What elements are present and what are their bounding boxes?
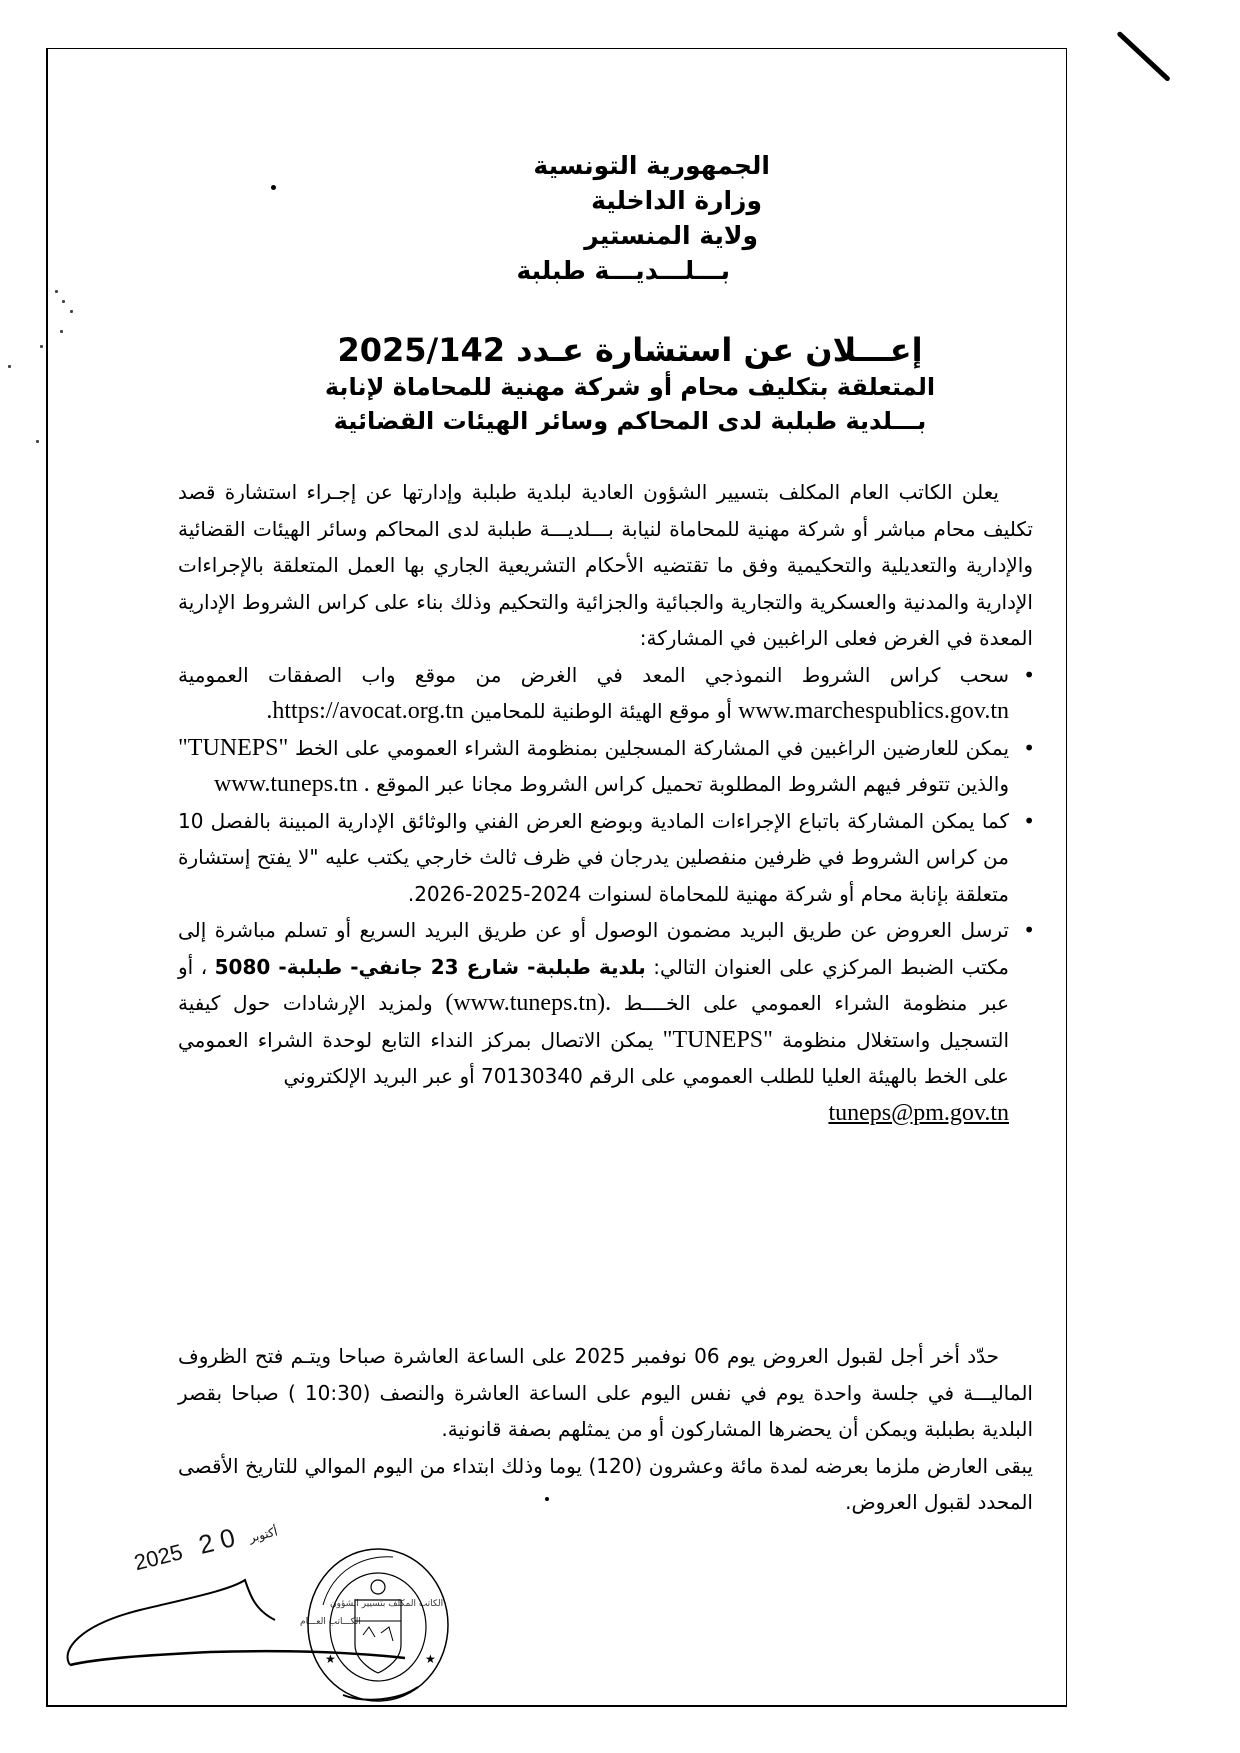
announcement-body <box>178 474 1033 1131</box>
letterhead-republic: الجمهورية التونسية <box>533 151 770 180</box>
bullet-3-text: كما يمكن المشاركة باتباع الإجراءات المادية وبوضع العرض الفني والوثائق الإدارية المبينة بالفصل 10 من كراس الشروط في ظرفين منفصلين يدرجان في ظرف ثالث خارجي يكتب عليه "لا يفتح إستشارة متعلقة بإنابة محام أو شركة مهنية للمحاماة لسنوات 2024-2025-2026. <box>178 808 1009 906</box>
signature-line-2: الكـــاتب العـــام <box>300 1617 361 1627</box>
title-sub-1: المتعلقة بتكليف محام أو شركة مهنية للمحاماة لإنابة <box>324 373 936 401</box>
bullet-4-text-d: يمكن الاتصال بمركز النداء التابع لوحدة الشراء العمومي على الخط بالهيئة العليا للطلب العمومي على الرقم 70130340 أو عبر البريد الإلكتروني <box>178 1027 1009 1088</box>
validity-paragraph: يبقى العارض ملزما بعرضه لمدة مائة وعشرون (120) يوما وذلك ابتداء من اليوم الموالي للتاريخ الأقصى المحدد لقبول العروض. <box>178 1453 1033 1514</box>
stamp-year: 2025 <box>131 1539 186 1576</box>
bullet-1-text-a: سحب كراس الشروط النموذجي المعد في الغرض من موقع واب الصفقات العمومية <box>178 662 1009 687</box>
bullet-1-text-b: أو موقع الهيئة الوطنية للمحامين <box>470 699 732 723</box>
tuneps-email-link[interactable]: tuneps@pm.gov.tn <box>828 1099 1009 1126</box>
tuneps-brand: "TUNEPS" <box>178 734 289 761</box>
title-sub-2: بـــلدية طبلبة لدى المحاكم وسائر الهيئات القضائية <box>333 407 927 435</box>
email-line <box>178 1095 1009 1132</box>
delivery-address: بلدية طبلبة- شارع 23 جانفي- طبلبة- 5080 <box>214 954 646 979</box>
stamp-month: أكتوبر <box>247 1524 279 1545</box>
bullet-2-text-a: يمكن للعارضين الراغبين في المشاركة المسجلين بمنظومة الشراء العمومي على الخط <box>294 735 1010 760</box>
avocat-link[interactable]: .https://avocat.org.tn <box>266 698 464 724</box>
announcement-title <box>320 330 940 438</box>
stamp-day: 0 2 <box>195 1522 238 1560</box>
marchespublics-link[interactable]: www.marchespublics.gov.tn <box>738 698 1009 724</box>
list-item <box>178 657 1009 730</box>
letterhead-municipality: بـــلـــديـــة طبلبة <box>516 256 730 285</box>
intro-paragraph: يعلن الكاتب العام المكلف بتسيير الشؤون العادية لبلدية طبلبة وإدارتها عن إجـراء استشارة قصد تكليف محام مباشر أو شركة مهنية للمحاماة لنيابة بـــلديـــة طبلبة لدى المحاكم وسائر الهيئات القضائية والإدارية والتعديلية والتحكيمية وفق ما تقتضيه الأحكام التشريعية الجاري بها العمل المتعلقة بالإجراءات الإدارية والمدنية والعسكرية والتجارية والجبائية والجزائية والتحكيم وذلك بناء على كراس الشروط الإدارية المعدة في الغرض فعلى الراغبين في المشاركة: <box>178 480 1033 650</box>
bullet-4-text-b: ، أو عبر منظومة الشراء العمومي على الخــــط <box>178 954 1009 1015</box>
letterhead <box>440 148 770 288</box>
svg-text:★: ★ <box>425 1652 436 1666</box>
seal-star: ★ <box>325 1652 336 1666</box>
title-main: إعـــلان عن استشارة عـدد 2025/142 <box>337 331 923 369</box>
list-item <box>178 730 1009 803</box>
corner-pen-mark <box>1116 31 1171 82</box>
conditions-list <box>178 657 1033 1132</box>
tuneps-link[interactable]: www.tuneps.tn . <box>213 771 370 797</box>
letterhead-governorate: ولاية المنستير <box>584 221 758 250</box>
municipal-seal <box>303 1545 453 1705</box>
list-item <box>178 803 1009 913</box>
bullet-4-text-a: ترسل العروض عن طريق البريد مضمون الوصول أو عن طريق البريد السريع أو تسلم مباشرة إلى مكتب الضبط المركزي على العنوان التالي: <box>178 918 1010 979</box>
tuneps-brand-2: "TUNEPS" <box>662 1026 773 1053</box>
letterhead-ministry: وزارة الداخلية <box>591 186 762 215</box>
signature-line-1: الكاتب المكلف بتسيير الشؤون <box>330 1599 444 1609</box>
deadline-section <box>178 1338 1033 1521</box>
bullet-4-text-c: ولمزيد الإرشادات حول كيفية التسجيل واستغلال منظومة <box>178 991 1010 1052</box>
deadline-paragraph: حدّد أخر أجل لقبول العروض يوم 06 نوفمبر 2025 على الساعة العاشرة صباحا ويتـم فتح الظروف الماليـــة في جلسة واحدة يوم في نفس اليوم على الساعة العاشرة والنصف (10:30 ) صباحا بقصر البلدية بطبلبة ويمكن أن يحضرها المشاركون أو من يمثلهم بصفة قانونية. <box>178 1344 1033 1441</box>
bullet-2-text-b: والذين تتوفر فيهم الشروط المطلوبة تحميل كراس الشروط مجانا عبر الموقع <box>376 772 1009 796</box>
tuneps-link-2[interactable]: (www.tuneps.tn). <box>445 990 612 1016</box>
speck-dot <box>271 185 276 190</box>
list-item <box>178 912 1009 1131</box>
